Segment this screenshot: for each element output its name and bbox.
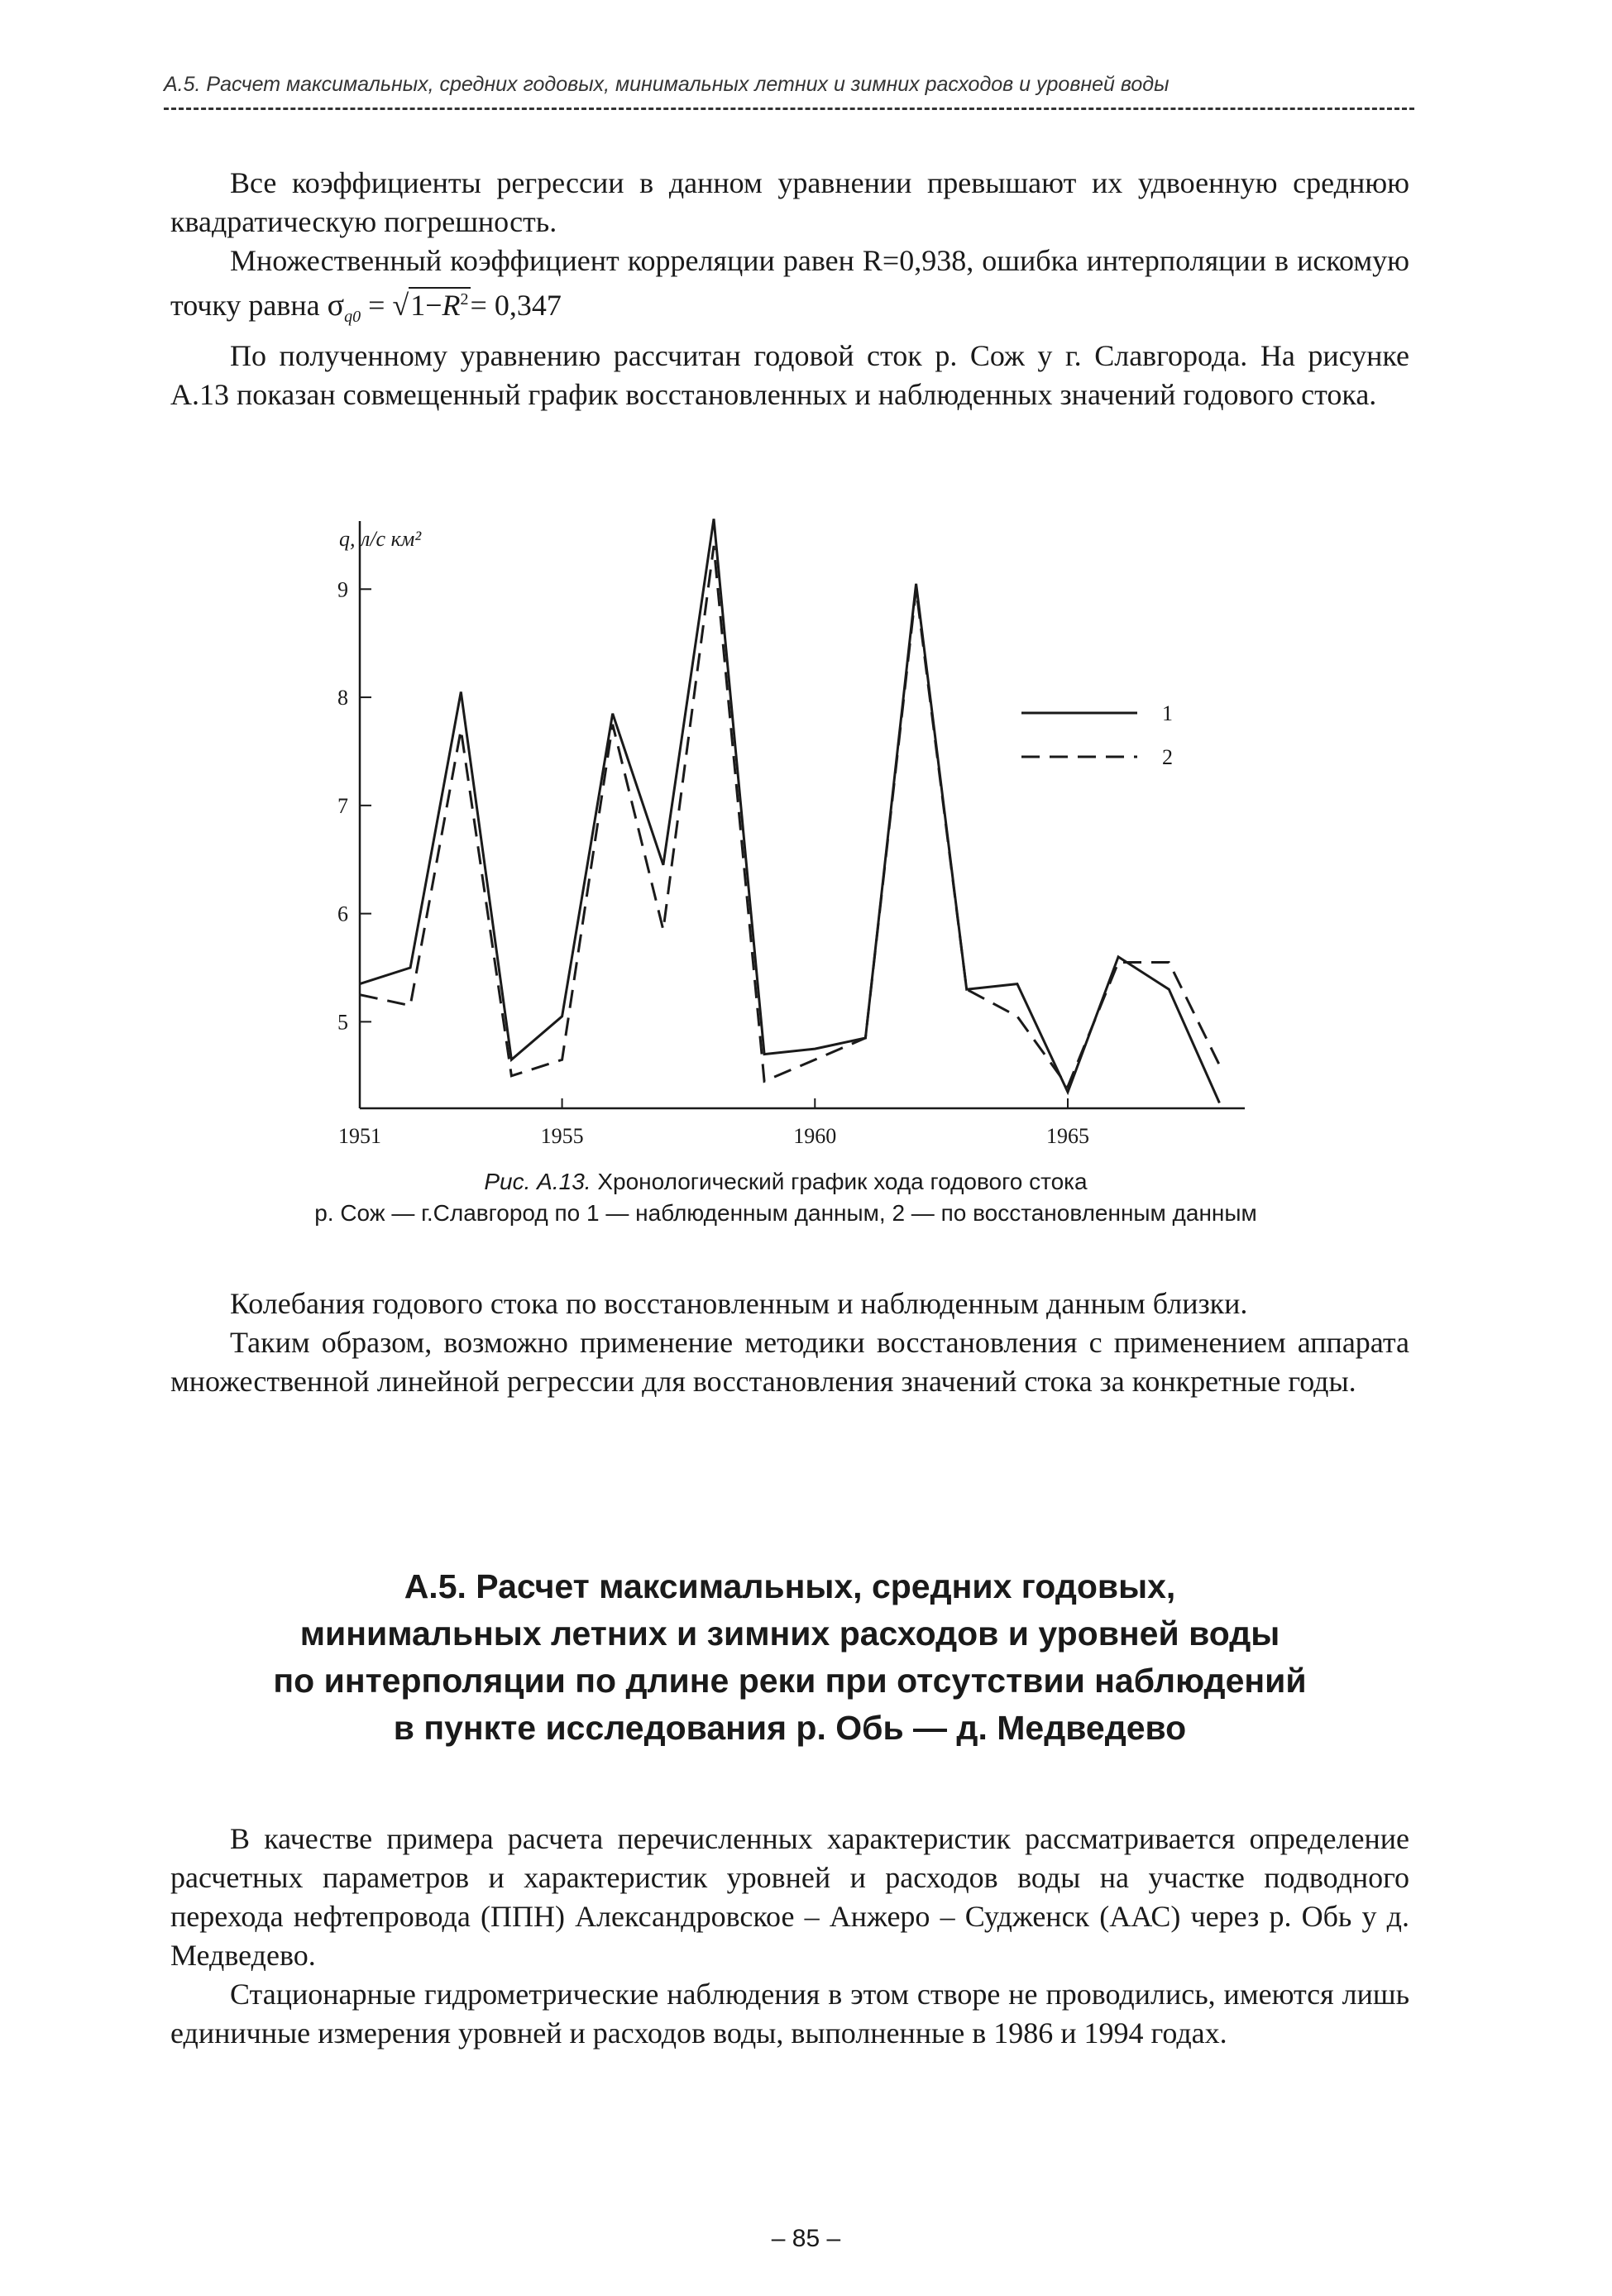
sigma-formula: [327, 288, 562, 327]
series-line-1: [360, 519, 1219, 1103]
section-title: [170, 1563, 1409, 1752]
running-header: А.5. Расчет максимальных, средних годовых, минимальных летних и зимних расходов и уровней воды: [164, 73, 1170, 96]
formula-sigma: σ: [327, 288, 345, 323]
y-tick-label: 7: [337, 793, 348, 818]
series-line-2: [360, 546, 1219, 1087]
intro-text: [170, 164, 1409, 414]
formula-equals: =: [368, 289, 385, 322]
formula-power: 2: [460, 290, 469, 309]
x-tick-label: 1951: [338, 1124, 381, 1148]
figure-caption: [199, 1166, 1373, 1229]
paragraph: По полученному уравнению рассчитан годовой сток р. Сож у г. Славгорода. На рисунке А.13 показан совмещенный график восстановленных и наблюденных значений годового стока.: [170, 339, 1409, 412]
formula-root-a: 1−: [410, 289, 442, 322]
header-rule: [164, 108, 1414, 110]
formula-subscript: q0: [344, 308, 361, 327]
paragraph: Все коэффициенты регрессии в данном уравнении превышают их удвоенную среднюю квадратическую погрешность.: [170, 166, 1409, 238]
formula-root-sign: √: [392, 289, 409, 322]
paragraph: Таким образом, возможно применение методики восстановления с применением аппарата множественной линейной регрессии для восстановления значений стока за конкретные годы.: [170, 1326, 1409, 1398]
y-tick-label: 5: [337, 1010, 348, 1035]
x-tick-label: 1960: [793, 1124, 837, 1148]
formula-root-b: R: [442, 289, 461, 322]
y-axis-label: q, л/с км²: [339, 527, 422, 551]
caption-text: Хронологический график хода годового стока: [597, 1169, 1088, 1194]
runoff-chart: [314, 496, 1274, 1158]
caption-label: Рис. А.13.: [484, 1169, 591, 1194]
after-chart-text: [170, 1284, 1409, 1401]
formula-result: = 0,347: [470, 289, 562, 322]
y-tick-label: 6: [337, 902, 348, 926]
paragraph: [170, 242, 1409, 337]
paragraph: В качестве примера расчета перечисленных характеристик рассматривается определение расчетных параметров и характеристик уровней и расходов воды на участке подводного перехода нефтепровода (ППН) Александровское – Анжеро – Судженск (ААС) через р. Обь у д. Медведево.: [170, 1822, 1409, 1972]
x-tick-label: 1955: [540, 1124, 584, 1148]
caption-line-2: р. Сож — г.Славгород по 1 — наблюденным данным, 2 — по восстановленным данным: [314, 1200, 1257, 1226]
section-title-line: в пункте исследования р. Обь — д. Медведево: [393, 1709, 1187, 1747]
section-title-line: А.5. Расчет максимальных, средних годовых,: [404, 1567, 1176, 1605]
x-tick-label: 1965: [1046, 1124, 1089, 1148]
paragraph: Колебания годового стока по восстановленным и наблюденным данным близки.: [230, 1287, 1248, 1320]
y-tick-label: 8: [337, 686, 348, 710]
paragraph: Стационарные гидрометрические наблюдения в этом створе не проводились, имеются лишь единичные измерения уровней и расходов воды, выполненные в 1986 и 1994 годах.: [170, 1978, 1409, 2050]
section-text: [170, 1820, 1409, 2053]
section-title-line: по интерполяции по длине реки при отсутствии наблюдений: [273, 1662, 1307, 1700]
legend-label: 2: [1162, 745, 1173, 769]
caption-line-1: [199, 1166, 1373, 1198]
formula-root: [409, 287, 470, 322]
y-tick-label: 9: [337, 577, 348, 602]
section-title-line: минимальных летних и зимних расходов и уровней воды: [299, 1614, 1280, 1653]
legend-label: 1: [1162, 701, 1173, 725]
paragraph-text: Множественный коэффициент корреляции равен R=0,938, ошибка интерполяции в искомую точку равна: [170, 244, 1409, 322]
page-number: – 85 –: [771, 2225, 841, 2252]
